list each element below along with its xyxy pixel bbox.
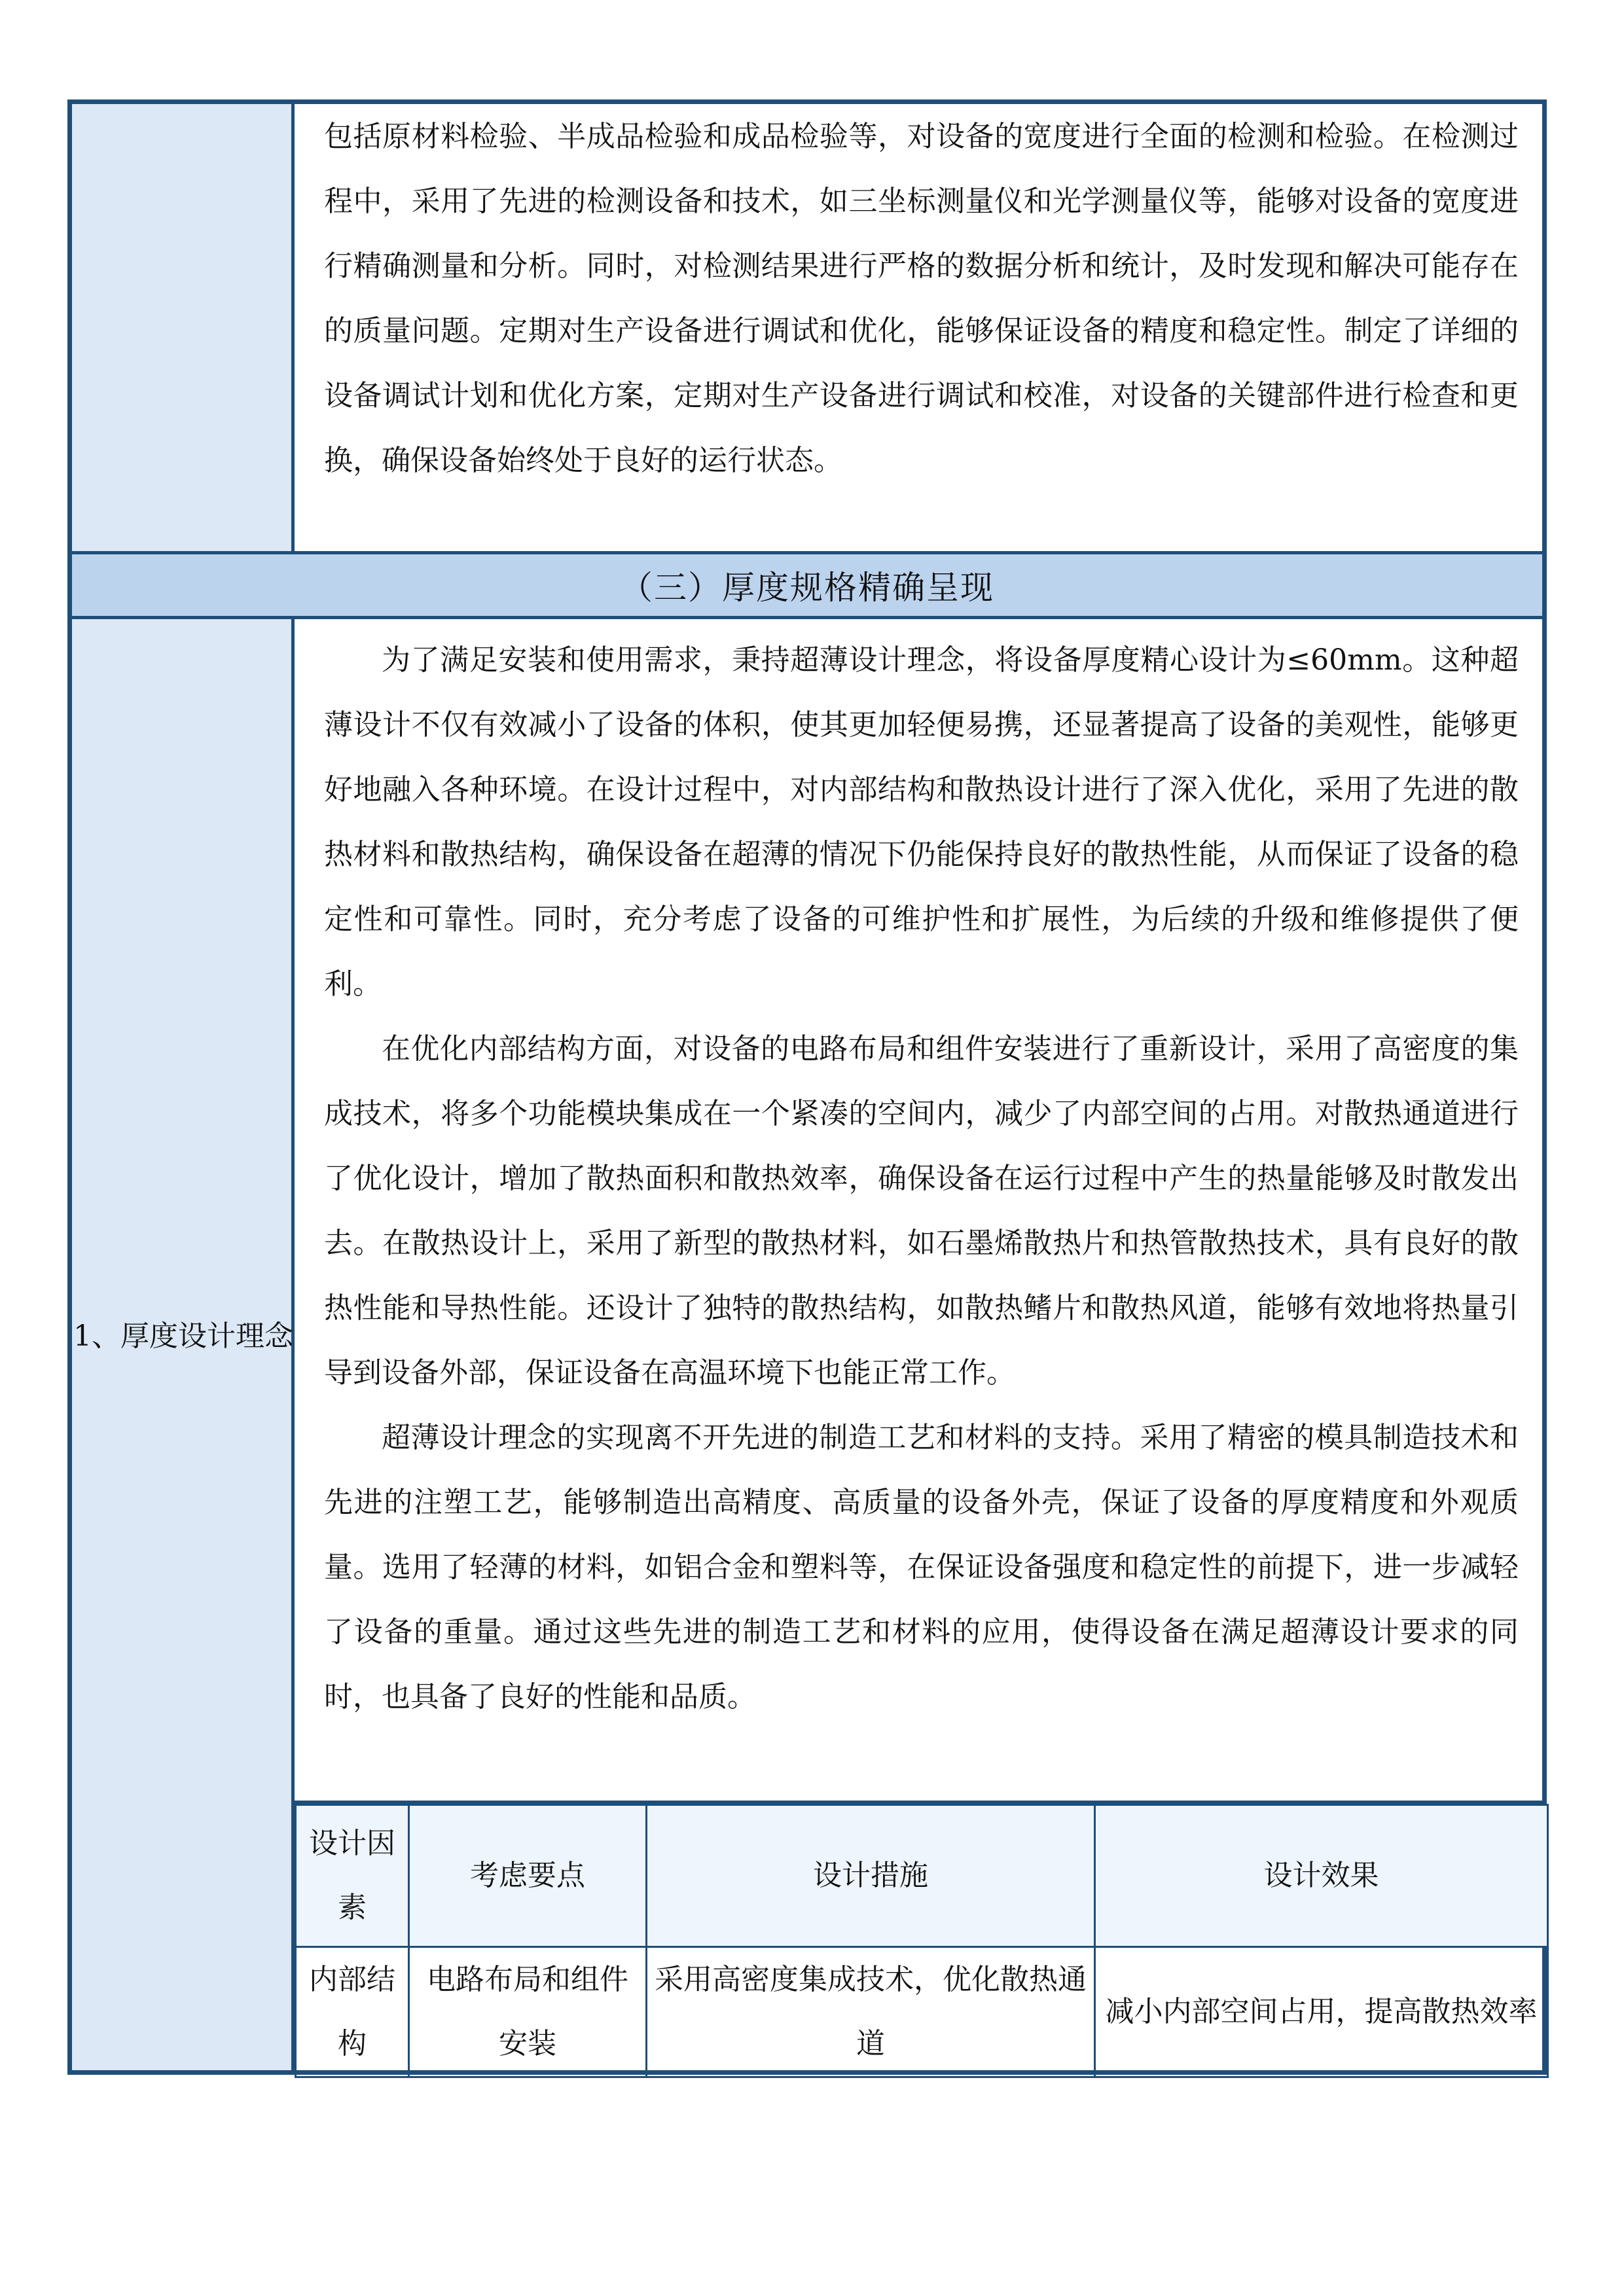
- section-title-band: [72, 551, 1542, 619]
- paragraph-1: 为了满足安装和使用需求，秉持超薄设计理念，将设备厚度精心设计为≤60mm。这种超薄设计不仅有效减小了设备的体积，使其更加轻便易携，还显著提高了设备的美观性，能够更好地融入各种环境。在设计过程中，对内部结构和散热设计进行了深入优化，采用了先进的散热材料和散热结构，确保设备在超薄的情况下仍能保持良好的散热性能，从而保证了设备的稳定性和可靠性。同时，充分考虑了设备的可维护性和扩展性，为后续的升级和维修提供了便利。: [324, 643, 1519, 1001]
- cell-factor: 内部结构: [296, 1947, 409, 2077]
- cell-measures: 采用高密度集成技术，优化散热通道: [647, 1947, 1095, 2077]
- header-cell-measures: 设计措施: [647, 1805, 1095, 1947]
- table-header-row: [296, 1805, 1548, 1947]
- paragraph-3: 超薄设计理念的实现离不开先进的制造工艺和材料的支持。采用了精密的模具制造技术和先进的注塑工艺，能够制造出高精度、高质量的设备外壳，保证了设备的厚度精度和外观质量。选用了轻薄的材料，如铝合金和塑料等，在保证设备强度和稳定性的前提下，进一步减轻了设备的重量。通过这些先进的制造工艺和材料的应用，使得设备在满足超薄设计要求的同时，也具备了良好的性能和品质。: [324, 1421, 1519, 1713]
- header-cell-considerations: 考虑要点: [409, 1805, 647, 1947]
- section-title: （三）厚度规格精确呈现: [620, 569, 994, 607]
- design-factor-table: [295, 1804, 1549, 2078]
- paragraph-2: 在优化内部结构方面，对设备的电路布局和组件安装进行了重新设计，采用了高密度的集成技术，将多个功能模块集成在一个紧凑的空间内，减少了内部空间的占用。对散热通道进行了优化设计，增加了散热面积和散热效率，确保设备在运行过程中产生的热量能够及时散发出去。在散热设计上，采用了新型的散热材料，如石墨烯散热片和热管散热技术，具有良好的散热性能和导热性能。还设计了独特的散热结构，如散热鳍片和散热风道，能够有效地将热量引导到设备外部，保证设备在高温环境下也能正常工作。: [324, 1032, 1519, 1390]
- design-concept-body: [324, 628, 1519, 1729]
- header-cell-factor: 设计因素: [296, 1805, 409, 1947]
- left-label-column: [72, 104, 295, 2070]
- table-row: [296, 1947, 1548, 2077]
- cell-effects: 减小内部空间占用，提高散热效率: [1095, 1947, 1548, 2077]
- top-paragraph-block: [324, 104, 1519, 493]
- cell-considerations: 电路布局和组件安装: [409, 1947, 647, 2077]
- row-label: 1、厚度设计理念: [73, 1319, 293, 1353]
- content-table-frame: [67, 99, 1547, 2075]
- top-paragraph: 包括原材料检验、半成品检验和成品检验等，对设备的宽度进行全面的检测和检验。在检测过程中，采用了先进的检测设备和技术，如三坐标测量仪和光学测量仪等，能够对设备的宽度进行精确测量和分析。同时，对检测结果进行严格的数据分析和统计，及时发现和解决可能存在的质量问题。定期对生产设备进行调试和优化，能够保证设备的精度和稳定性。制定了详细的设备调试计划和优化方案，定期对生产设备进行调试和校准，对设备的关键部件进行检查和更换，确保设备始终处于良好的运行状态。: [324, 120, 1519, 477]
- header-cell-effects: 设计效果: [1095, 1805, 1548, 1947]
